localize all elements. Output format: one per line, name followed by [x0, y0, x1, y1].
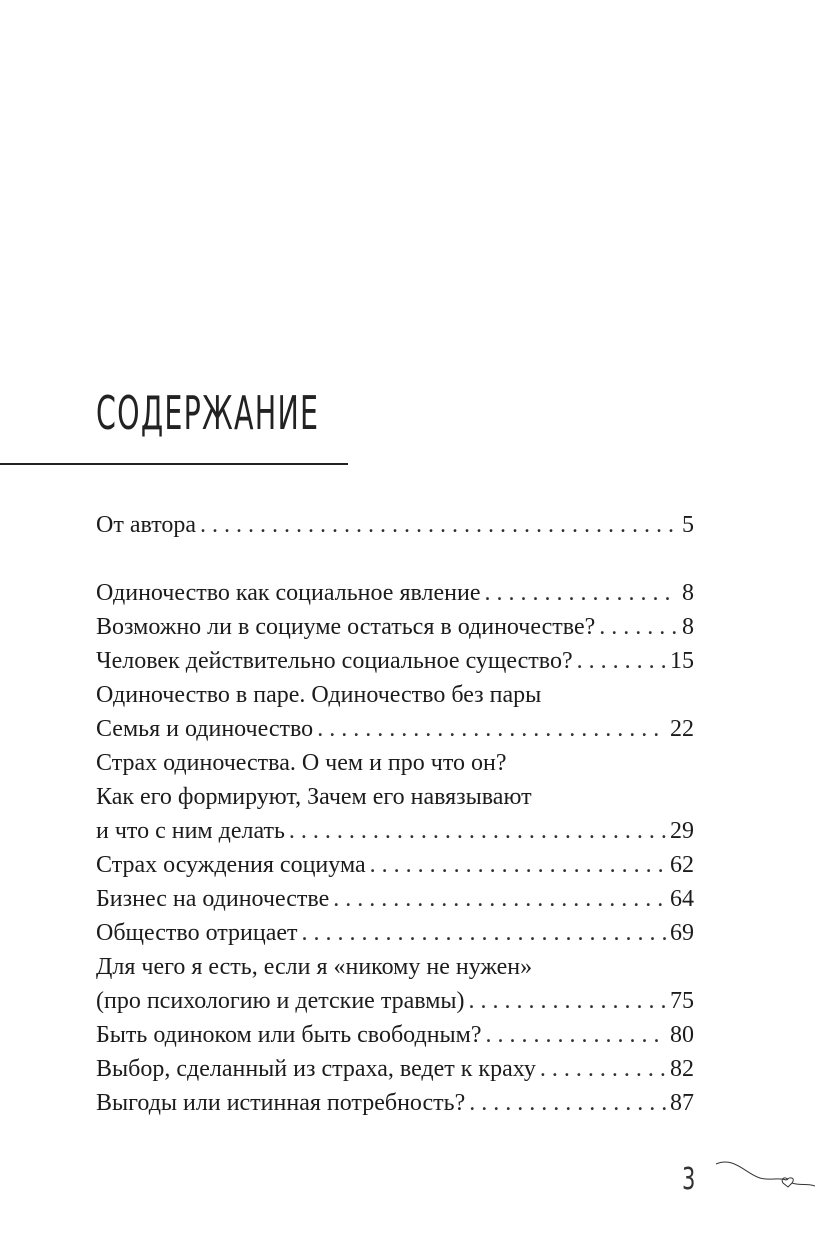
toc-entry — [96, 746, 694, 780]
toc-entry — [96, 1086, 694, 1120]
dot-leader — [289, 814, 666, 848]
toc-entry-title: Выгоды или истинная потребность? — [96, 1090, 466, 1116]
dot-leader — [486, 1018, 666, 1052]
toc-entry — [96, 1018, 694, 1052]
toc-entry-title: Одиночество в паре. Одиночество без пары — [96, 682, 542, 708]
toc-entry — [96, 814, 694, 848]
toc-entry-page: 75 — [670, 988, 694, 1014]
dot-leader — [484, 576, 678, 610]
toc-entry-page: 15 — [670, 648, 694, 674]
toc-entry-title: и что с ним делать — [96, 818, 285, 844]
toc-entry-page: 22 — [670, 716, 694, 742]
dot-leader — [540, 1052, 666, 1086]
toc-entry-title: Страх осуждения социума — [96, 852, 366, 878]
toc-entry-page: 5 — [682, 512, 694, 538]
heading-rule — [0, 463, 348, 465]
toc-entry-page: 87 — [670, 1090, 694, 1116]
page-number: 3 — [682, 1162, 696, 1197]
dot-leader — [469, 984, 667, 1018]
toc-entry-title: Страх одиночества. О чем и про что он? — [96, 750, 507, 776]
toc-entry-page: 82 — [670, 1056, 694, 1082]
toc-entry-page: 29 — [670, 818, 694, 844]
toc-entry — [96, 644, 694, 678]
toc-entry — [96, 576, 694, 610]
toc-entry-title: Одиночество как социальное явление — [96, 580, 481, 606]
dot-leader — [333, 882, 666, 916]
toc-entry-title: Как его формируют, Зачем его навязывают — [96, 784, 532, 810]
toc-heading: СОДЕРЖАНИЕ — [96, 386, 320, 440]
toc-entry-title: Быть одиноком или быть свободным? — [96, 1022, 482, 1048]
toc-entry-title: От автора — [96, 512, 197, 538]
toc-entry-page: 8 — [682, 580, 694, 606]
toc-entry-page: 80 — [670, 1022, 694, 1048]
toc-entry-title: Для чего я есть, если я «никому не нужен» — [96, 954, 533, 980]
toc-entry — [96, 780, 694, 814]
toc-entry — [96, 950, 694, 984]
toc-entry-title: Общество отрицает — [96, 920, 298, 946]
dot-leader — [200, 508, 678, 542]
toc-entry-page: 64 — [670, 886, 694, 912]
dot-leader — [469, 1086, 666, 1120]
toc-entry-title: (про психологию и детские травмы) — [96, 988, 465, 1014]
toc-entry-title: Семья и одиночество — [96, 716, 314, 742]
toc-entry — [96, 882, 694, 916]
toc-entry — [96, 848, 694, 882]
toc-entry — [96, 610, 694, 644]
dot-leader — [370, 848, 666, 882]
toc-entry-title: Бизнес на одиночестве — [96, 886, 330, 912]
toc-entry-page: 69 — [670, 920, 694, 946]
toc-entry — [96, 1052, 694, 1086]
dot-leader — [317, 712, 666, 746]
toc-entry — [96, 678, 694, 712]
toc-entry-page: 62 — [670, 852, 694, 878]
toc-entry — [96, 712, 694, 746]
toc-entry — [96, 916, 694, 950]
toc-entry-title: Человек действительно социальное существо? — [96, 648, 573, 674]
table-of-contents — [96, 508, 694, 1120]
dot-leader — [577, 644, 666, 678]
toc-entry-title: Возможно ли в социуме остаться в одиночестве? — [96, 614, 596, 640]
dot-leader — [599, 610, 678, 644]
toc-entry-title: Выбор, сделанный из страха, ведет к краху — [96, 1056, 536, 1082]
toc-entry — [96, 508, 694, 542]
toc-entry — [96, 984, 694, 1018]
dot-leader — [302, 916, 666, 950]
toc-entry-page: 8 — [682, 614, 694, 640]
heart-flourish-icon — [712, 1150, 815, 1200]
